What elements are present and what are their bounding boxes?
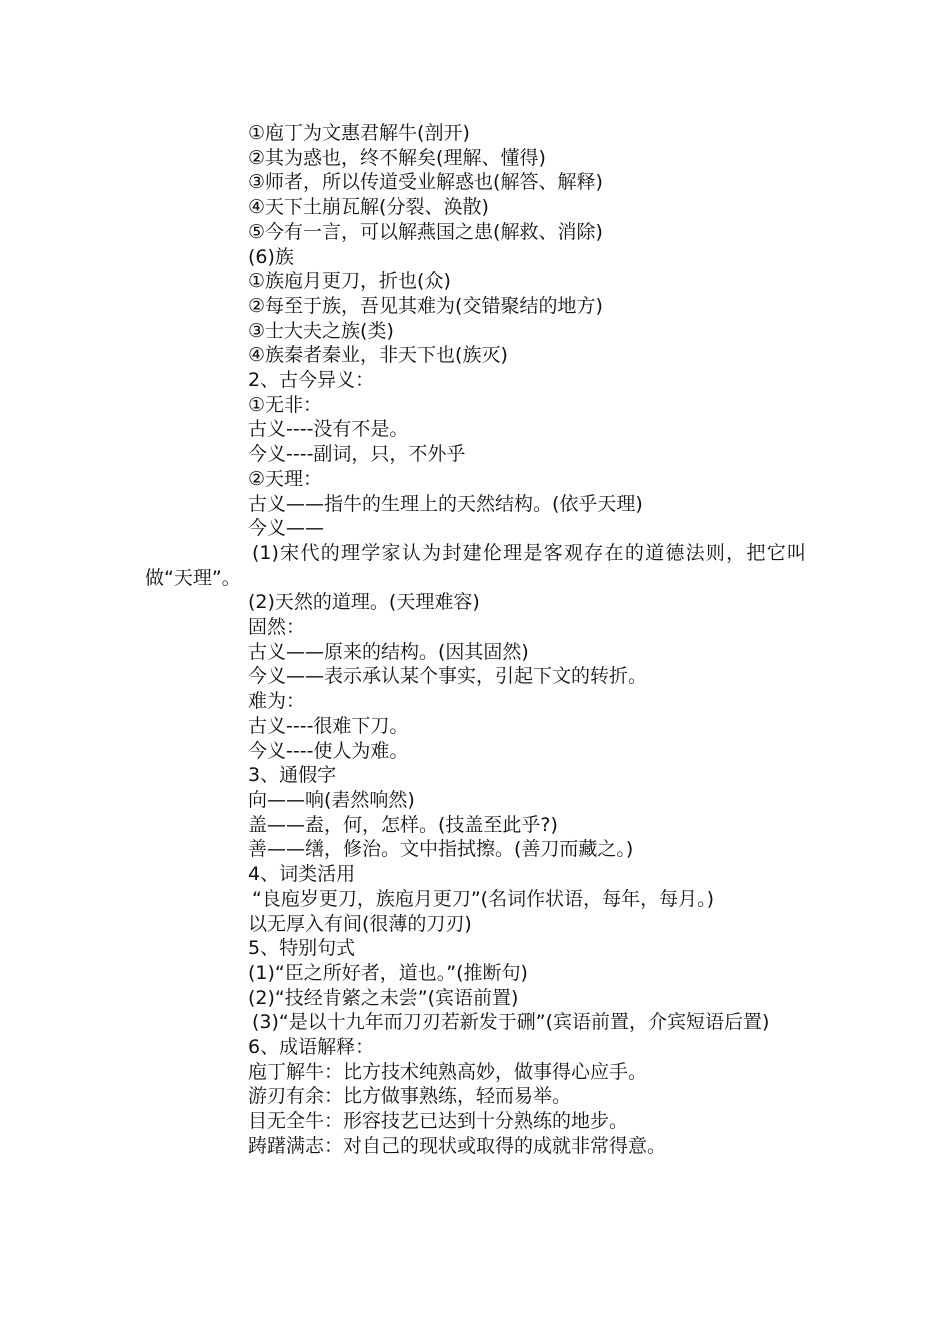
text-line: 今义——	[248, 517, 325, 540]
text-paragraph: “良庖岁更刀，族庖月更刀”(名词作状语，每年，每月。)	[252, 887, 715, 910]
text-line: ①族庖月更刀，折也(众)	[248, 270, 451, 293]
text-line: 今义----副词，只，不外乎	[248, 443, 466, 466]
text-line: ③师者，所以传道受业解惑也(解答、解释)	[248, 171, 603, 194]
text-line: 5、特别句式	[248, 937, 356, 960]
text-line: ⑤今有一言，可以解燕国之患(解救、消除)	[248, 220, 603, 243]
text-line: ①庖丁为文惠君解牛(剖开)	[248, 122, 470, 144]
text-line: (2)天然的道理。(天理难容)	[248, 591, 480, 614]
text-line: ①无非：	[248, 393, 323, 416]
text-line: (6)族	[248, 245, 294, 268]
text-line: 庖丁解牛：比方技术纯熟高妙，做事得心应手。	[248, 1060, 648, 1083]
text-line: 古义——原来的结构。(因其固然)	[248, 640, 529, 663]
text-line: ④族秦者秦业，非天下也(族灭)	[248, 344, 508, 367]
text-line: ②每至于族，吾见其难为(交错聚结的地方)	[248, 294, 603, 317]
text-line: 游刃有余：比方做事熟练，轻而易举。	[248, 1085, 572, 1108]
text-line: (2)“技经肯綮之未尝”(宾语前置)	[248, 986, 519, 1009]
text-line: 今义——表示承认某个事实，引起下文的转折。	[248, 665, 648, 688]
text-line: 古义----没有不是。	[248, 418, 409, 441]
text-line: 今义----使人为难。	[248, 739, 409, 762]
text-line: 古义——指牛的生理上的天然结构。(依乎天理)	[248, 492, 643, 515]
text-line: ②天理：	[248, 467, 323, 490]
text-paragraph: (3)“是以十九年而刀刃若新发于硎”(宾语前置，介宾短语后置)	[252, 1011, 770, 1034]
text-line: ②其为惑也，终不解矣(理解、懂得)	[248, 146, 546, 169]
text-line: 向——响(砉然响然)	[248, 788, 415, 811]
text-line: 踌躇满志：对自己的现状或取得的成就非常得意。	[248, 1134, 667, 1157]
text-line: 盖——盍，何，怎样。(技盖至此乎?)	[248, 813, 558, 836]
text-line: ④天下土崩瓦解(分裂、涣散)	[248, 196, 489, 219]
text-line: 目无全牛：形容技艺已达到十分熟练的地步。	[248, 1110, 629, 1133]
text-line: 6、成语解释：	[248, 1036, 375, 1059]
document-body	[145, 121, 806, 1159]
text-line: 以无厚入有间(很薄的刀刃)	[248, 912, 472, 935]
text-line: 古义----很难下刀。	[248, 714, 409, 737]
text-line: 固然：	[248, 616, 306, 639]
text-line: ③士大夫之族(类)	[248, 319, 394, 342]
text-line: 3、通假字	[248, 764, 337, 787]
text-line: 4、词类活用	[248, 863, 356, 886]
text-line: 2、古今异义：	[248, 369, 375, 392]
text-paragraph: (1)宋代的理学家认为封建伦理是客观存在的道德法则，把它叫做“天理”。	[145, 541, 806, 589]
text-line: 善——缮，修治。文中指拭擦。(善刀而藏之。)	[248, 838, 634, 861]
text-line: 难为：	[248, 690, 306, 713]
text-line: (1)“臣之所好者，道也。”(推断句)	[248, 961, 528, 984]
